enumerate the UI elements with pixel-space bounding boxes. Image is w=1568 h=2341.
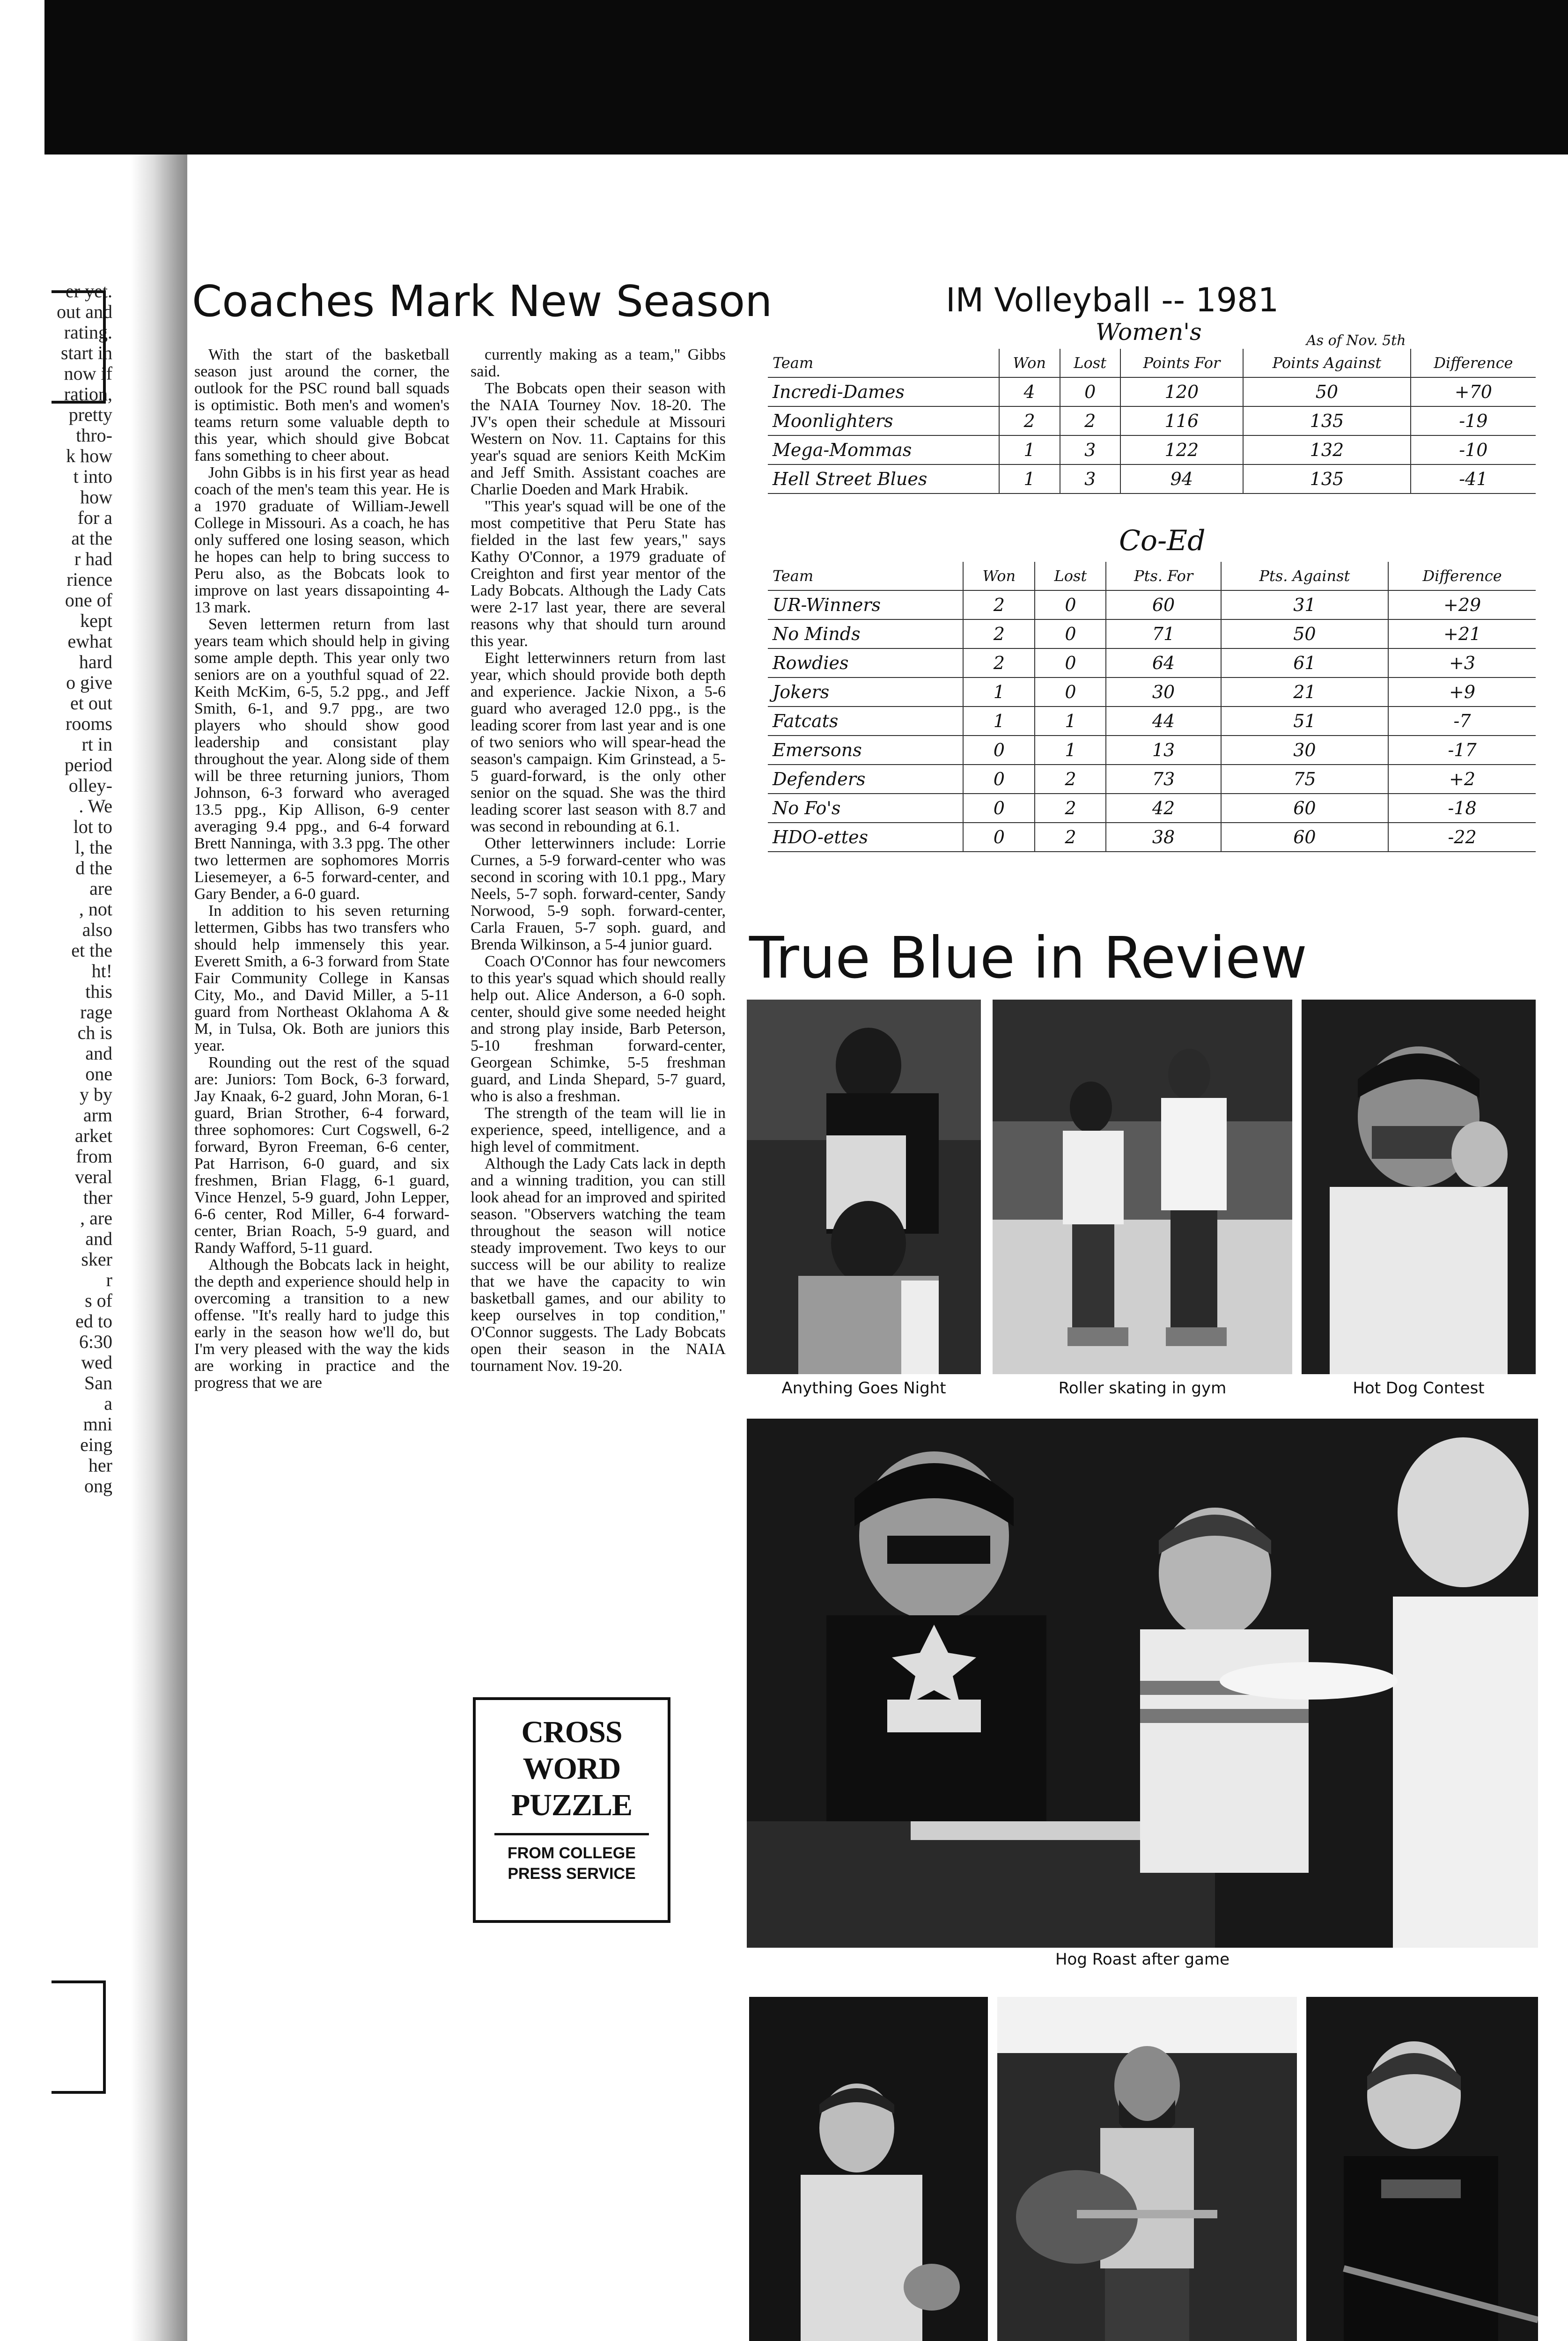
stat-cell: 31 bbox=[1221, 590, 1388, 619]
stat-cell: 4 bbox=[999, 377, 1060, 406]
caption-hot-dog: Hot Dog Contest bbox=[1353, 1379, 1485, 1398]
adjacent-text-line: 6:30 bbox=[79, 1332, 112, 1352]
stat-cell: +3 bbox=[1388, 648, 1536, 677]
table-row bbox=[768, 435, 1536, 464]
stat-cell: -41 bbox=[1411, 464, 1536, 493]
adjacent-text-line: o give bbox=[66, 672, 112, 693]
column-header: Points For bbox=[1120, 349, 1243, 377]
column-header: Won bbox=[999, 349, 1060, 377]
adjacent-text-line: for a bbox=[77, 508, 112, 528]
photo-image bbox=[749, 1997, 988, 2341]
stat-cell: -17 bbox=[1388, 736, 1536, 765]
stat-cell: 0 bbox=[1035, 619, 1106, 648]
article-column-2 bbox=[471, 346, 726, 1798]
stat-cell: 0 bbox=[963, 736, 1035, 765]
adjacent-text-line: olley- bbox=[68, 775, 112, 796]
stat-cell: 30 bbox=[1106, 677, 1221, 707]
adjacent-text-line: ch is bbox=[77, 1023, 112, 1043]
adjacent-text-line: et out bbox=[70, 693, 112, 714]
article-paragraph: With the start of the basketball season just around the corner, the outlook for the PSC round ball squads is optimistic. Both men's and women's teams return some valuable depth to this year, which should give Bobcat fans something to cheer about. bbox=[194, 346, 449, 464]
stat-cell: 44 bbox=[1106, 707, 1221, 736]
volleyball-title: IM Volleyball -- 1981 bbox=[946, 281, 1279, 319]
adjacent-text-line: veral bbox=[75, 1167, 112, 1187]
photo-tug-of-war bbox=[1306, 1997, 1538, 2341]
stat-cell: 50 bbox=[1243, 377, 1411, 406]
stat-cell: 0 bbox=[1035, 677, 1106, 707]
adjacent-text-line: arm bbox=[83, 1105, 112, 1126]
stat-cell: 1 bbox=[963, 707, 1035, 736]
photo-roller-skating bbox=[993, 1000, 1292, 1374]
stat-cell: 0 bbox=[963, 765, 1035, 794]
stat-cell: 1 bbox=[963, 677, 1035, 707]
table-row bbox=[768, 590, 1536, 619]
womens-label: Women's bbox=[1096, 318, 1202, 346]
adjacent-text-line: . We bbox=[79, 796, 112, 817]
article-paragraph: Although the Lady Cats lack in depth and a winning tradition, you can still look ahead for an improved and spirited season. "Observers watching the team throughout the season will notice steady improvement. Two keys to our success will be our ability to realize that we have the capacity to win basketball games, and our ability to keep ourselves in top condition," O'Connor suggests. The Lady Bobcats open their season in the NAIA tournament Nov. 19-20. bbox=[471, 1155, 726, 1375]
table-row bbox=[768, 794, 1536, 823]
stat-cell: 2 bbox=[1035, 765, 1106, 794]
adjacent-text-line: this bbox=[85, 981, 112, 1002]
stat-cell: 0 bbox=[1060, 377, 1120, 406]
adjacent-text-line: a bbox=[104, 1393, 112, 1414]
womens-note: As of Nov. 5th bbox=[1306, 332, 1406, 349]
team-name-cell: No Minds bbox=[768, 619, 963, 648]
crossword-source-line: PRESS SERVICE bbox=[508, 1865, 636, 1883]
adjacent-text-line: y by bbox=[80, 1084, 112, 1105]
stat-cell: 3 bbox=[1060, 464, 1120, 493]
stat-cell: 94 bbox=[1120, 464, 1243, 493]
stat-cell: -22 bbox=[1388, 823, 1536, 852]
column-header: Lost bbox=[1035, 562, 1106, 590]
adjacent-text-line: ed to bbox=[75, 1311, 112, 1332]
adjacent-text-line: start in bbox=[61, 343, 112, 363]
stat-cell: 60 bbox=[1106, 590, 1221, 619]
adjacent-text-line: from bbox=[76, 1146, 112, 1167]
adjacent-text-line: at the bbox=[71, 528, 112, 549]
stat-cell: 0 bbox=[963, 794, 1035, 823]
stat-cell: 61 bbox=[1221, 648, 1388, 677]
adjacent-text-line: now if bbox=[64, 363, 112, 384]
coed-standings-table bbox=[768, 562, 1536, 852]
adjacent-text-line: hard bbox=[79, 652, 112, 672]
photo-image bbox=[997, 1997, 1297, 2341]
adjacent-text-line: one bbox=[85, 1064, 112, 1084]
photo-image bbox=[1306, 1997, 1538, 2341]
article-paragraph: Rounding out the rest of the squad are: Juniors: Tom Bock, 6-3 forward, Jay Knaak, 6-2 guard, John Moran, 6-1 guard, Brian Strother, 6-4 forward, three sophomores: Curt Cogswell, 6-2 forward, Byron Freeman, 6-6 center, Pat Harrison, 6-0 guard, and six freshmen, Brian Flagg, 6-1 guard, Vince Henzel, 5-9 guard, John Lepper, 6-6 center, Rod Miller, 6-4 forward-center, Brian Roach, 5-9 guard, and Randy Wafford, 5-11 guard. bbox=[194, 1054, 449, 1257]
table-header-row bbox=[768, 562, 1536, 590]
article-paragraph: Other letterwinners include: Lorrie Curnes, a 5-9 forward-center who was second in scoring with 10.1 ppg., Mary Neels, 5-7 soph. forward-center, Sandy Norwood, 5-9 soph. forward-center, Carla Frauen, 5-7 soph. guard, and Brenda Wilkinson, a 5-4 junior guard. bbox=[471, 835, 726, 953]
coed-label: Co-Ed bbox=[1119, 524, 1206, 557]
article-paragraph: currently making as a team," Gibbs said. bbox=[471, 346, 726, 380]
team-name-cell: Jokers bbox=[768, 677, 963, 707]
photo-image bbox=[747, 1419, 1538, 1948]
stat-cell: 75 bbox=[1221, 765, 1388, 794]
team-name-cell: Defenders bbox=[768, 765, 963, 794]
adjacent-text-line: rt in bbox=[81, 734, 112, 755]
team-name-cell: Incredi-Dames bbox=[768, 377, 999, 406]
team-name-cell: Mega-Mommas bbox=[768, 435, 999, 464]
article-column-1 bbox=[194, 346, 449, 1676]
team-name-cell: UR-Winners bbox=[768, 590, 963, 619]
adjacent-text-line: one of bbox=[65, 590, 112, 611]
stat-cell: 135 bbox=[1243, 406, 1411, 435]
table-row bbox=[768, 406, 1536, 435]
column-header: Pts. Against bbox=[1221, 562, 1388, 590]
photo-image bbox=[993, 1000, 1292, 1374]
adjacent-text-line: how bbox=[80, 487, 112, 508]
stat-cell: 50 bbox=[1221, 619, 1388, 648]
photo-variety-night bbox=[997, 1997, 1297, 2341]
adjacent-text-line: rooms bbox=[66, 714, 112, 734]
crossword-source-line: FROM COLLEGE bbox=[508, 1844, 636, 1862]
table-header-row bbox=[768, 349, 1536, 377]
caption-roller-skating: Roller skating in gym bbox=[1058, 1379, 1227, 1398]
table-row bbox=[768, 823, 1536, 852]
adjacent-text-line: thro- bbox=[76, 425, 112, 446]
stat-cell: 2 bbox=[999, 406, 1060, 435]
article-paragraph: Although the Bobcats lack in height, the depth and experience should help in overcoming a transition to a new offense. "It's really hard to judge this early in the season how we'll do, but I'm very pleased with the way the kids are working in practice and the progress that we are bbox=[194, 1256, 449, 1391]
stat-cell: 2 bbox=[1035, 794, 1106, 823]
stat-cell: +21 bbox=[1388, 619, 1536, 648]
adjacent-text-line: d the bbox=[75, 858, 112, 878]
adjacent-text-line: also bbox=[82, 920, 112, 940]
table-row bbox=[768, 619, 1536, 648]
photo-anything-goes-night bbox=[747, 1000, 981, 1374]
stat-cell: 120 bbox=[1120, 377, 1243, 406]
team-name-cell: Emersons bbox=[768, 736, 963, 765]
team-name-cell: No Fo's bbox=[768, 794, 963, 823]
caption-hog-roast: Hog Roast after game bbox=[1055, 1950, 1230, 1969]
crossword-grid bbox=[370, 2060, 670, 2341]
adjacent-text-line: out and bbox=[57, 302, 112, 322]
adjacent-text-line: period bbox=[64, 755, 112, 775]
crossword-title-line: PUZZLE bbox=[511, 1788, 633, 1822]
bracket-bottom bbox=[52, 1980, 106, 2094]
stat-cell: 135 bbox=[1243, 464, 1411, 493]
adjacent-text-line: ther bbox=[83, 1187, 112, 1208]
stat-cell: +9 bbox=[1388, 677, 1536, 707]
article-paragraph: The strength of the team will lie in experience, speed, intelligence, and a high level of commitment. bbox=[471, 1104, 726, 1156]
stat-cell: 0 bbox=[1035, 648, 1106, 677]
stat-cell: 42 bbox=[1106, 794, 1221, 823]
page-gutter-shadow bbox=[131, 155, 187, 2341]
column-header: Team bbox=[768, 349, 999, 377]
crossword-title-divider bbox=[494, 1833, 649, 1835]
table-row bbox=[768, 736, 1536, 765]
stat-cell: 2 bbox=[1035, 823, 1106, 852]
column-header: Pts. For bbox=[1106, 562, 1221, 590]
table-row bbox=[768, 765, 1536, 794]
top-black-band bbox=[44, 0, 1568, 155]
stat-cell: 122 bbox=[1120, 435, 1243, 464]
article-paragraph: "This year's squad will be one of the most competitive that Peru State has fielded in the last few years," says Kathy O'Connor, a 1979 graduate of Creighton and first year mentor of the Lady Bobcats. Although the Lady Cats were 2-17 last year, there are several reasons why that should turn around this year. bbox=[471, 498, 726, 650]
article-headline: Coaches Mark New Season bbox=[192, 276, 773, 326]
stat-cell: 30 bbox=[1221, 736, 1388, 765]
article-paragraph: Eight letterwinners return from last year, which should provide both depth and experience. Jackie Nixon, a 5-6 guard who averaged 12.0 ppg., is the leading scorer from last year and is one of two seniors who will spear-head the season's campaign. Kim Grinstead, a 5-5 guard-forward, is the only other senior on the squad. She was the third leading scorer last season with 8.7 and was second in rebounding at 6.1. bbox=[471, 649, 726, 835]
stat-cell: 51 bbox=[1221, 707, 1388, 736]
stat-cell: -18 bbox=[1388, 794, 1536, 823]
stat-cell: 2 bbox=[963, 648, 1035, 677]
adjacent-text-line: rating. bbox=[64, 322, 112, 343]
stat-cell: 0 bbox=[963, 823, 1035, 852]
adjacent-text-line: mni bbox=[83, 1414, 112, 1435]
stat-cell: 71 bbox=[1106, 619, 1221, 648]
adjacent-text-line: lot to bbox=[73, 817, 112, 837]
adjacent-text-line: and bbox=[85, 1043, 112, 1064]
crossword-title-line: CROSS bbox=[521, 1715, 622, 1749]
adjacent-text-line: l, the bbox=[75, 837, 112, 858]
adjacent-text-line: eing bbox=[80, 1435, 112, 1455]
adjacent-text-line: rage bbox=[80, 1002, 112, 1023]
adjacent-text-line: are bbox=[89, 878, 112, 899]
adjacent-text-line: and bbox=[85, 1229, 112, 1249]
stat-cell: 1 bbox=[1035, 707, 1106, 736]
stat-cell: 1 bbox=[999, 464, 1060, 493]
stat-cell: 64 bbox=[1106, 648, 1221, 677]
adjacent-text-line: ong bbox=[84, 1476, 112, 1496]
stat-cell: 21 bbox=[1221, 677, 1388, 707]
stat-cell: +29 bbox=[1388, 590, 1536, 619]
adjacent-text-line: ht! bbox=[91, 961, 112, 981]
stat-cell: -19 bbox=[1411, 406, 1536, 435]
adjacent-text-line: ewhat bbox=[67, 631, 112, 652]
article-paragraph: The Bobcats open their season with the NAIA Tourney Nov. 18-20. The JV's open their schedule at Missouri Western on Nov. 11. Captains for this year's squad are seniors Keith McKim and Jeff Smith. Assistant coaches are Charlie Doeden and Mark Hrabik. bbox=[471, 380, 726, 498]
adjacent-text-line: her bbox=[88, 1455, 112, 1476]
photo-cow-chip-throw bbox=[749, 1997, 988, 2341]
stat-cell: 38 bbox=[1106, 823, 1221, 852]
article-paragraph: John Gibbs is in his first year as head coach of the men's team this year. He is a 1970 graduate of William-Jewell College in Missouri. As a coach, he has only suffered one losing season, which he hopes can help to bring success to Peru also, as the Bobcats look to improve on last years dissapointing 4-13 mark. bbox=[194, 464, 449, 616]
table-row bbox=[768, 648, 1536, 677]
adjacent-text-line: wed bbox=[81, 1352, 112, 1373]
stat-cell: 60 bbox=[1221, 794, 1388, 823]
crossword-title-line: WORD bbox=[523, 1752, 621, 1786]
stat-cell: 0 bbox=[1035, 590, 1106, 619]
stat-cell: 116 bbox=[1120, 406, 1243, 435]
adjacent-text-line: pretty bbox=[68, 405, 112, 425]
stat-cell: 60 bbox=[1221, 823, 1388, 852]
table-row bbox=[768, 377, 1536, 406]
photo-hot-dog-contest bbox=[1302, 1000, 1536, 1374]
team-name-cell: Fatcats bbox=[768, 707, 963, 736]
caption-anything-goes: Anything Goes Night bbox=[781, 1379, 946, 1398]
crossword-title-box bbox=[473, 1697, 670, 1923]
table-row bbox=[768, 707, 1536, 736]
adjacent-text-line: San bbox=[84, 1373, 112, 1393]
stat-cell: 2 bbox=[963, 590, 1035, 619]
stat-cell: -10 bbox=[1411, 435, 1536, 464]
table-row bbox=[768, 464, 1536, 493]
article-paragraph: Seven lettermen return from last years team which should help in giving some ample depth. This year only two seniors are on a youthful squad of 22. Keith McKim, 6-5, 5.2 ppg., and Jeff Smith, 6-1, and 9.7 ppg., are two players who should show good leadership and consistant play throughout the year. Along side of them will be three returning juniors, Thom Johnson, 6-3 forward who averaged 13.5 ppg., Kip Allison, 6-9 center averaging 9.4 ppg., and 6-4 forward Brett Nanninga, with 3.3 ppg. The other two lettermen are sophomores Morris Liesemeyer, a 6-5 forward-center, and Gary Bender, a 6-0 guard. bbox=[194, 616, 449, 903]
photo-image bbox=[747, 1000, 981, 1374]
bracket-top bbox=[52, 290, 106, 404]
photo-hog-roast bbox=[747, 1419, 1538, 1948]
column-header: Points Against bbox=[1243, 349, 1411, 377]
team-name-cell: Hell Street Blues bbox=[768, 464, 999, 493]
stat-cell: -7 bbox=[1388, 707, 1536, 736]
stat-cell: 2 bbox=[963, 619, 1035, 648]
adjacent-text-line: k how bbox=[66, 446, 112, 466]
column-header: Lost bbox=[1060, 349, 1120, 377]
adjacent-text-line: arket bbox=[75, 1126, 112, 1146]
adjacent-text-line: , are bbox=[80, 1208, 112, 1229]
article-paragraph: Coach O'Connor has four newcomers to this year's squad which should really help out. Alice Anderson, a 6-0 soph. center, should give some needed height and strong play inside, Barb Peterson, 5-10 freshman forward-center, Georgean Schimke, 5-5 freshman guard, and Linda Shepard, 5-7 guard, who is also a freshman. bbox=[471, 953, 726, 1105]
review-title: True Blue in Review bbox=[749, 925, 1307, 991]
team-name-cell: Moonlighters bbox=[768, 406, 999, 435]
stat-cell: 13 bbox=[1106, 736, 1221, 765]
table-row bbox=[768, 677, 1536, 707]
photo-image bbox=[1302, 1000, 1536, 1374]
stat-cell: 1 bbox=[1035, 736, 1106, 765]
stat-cell: +2 bbox=[1388, 765, 1536, 794]
adjacent-text-line: t into bbox=[73, 466, 112, 487]
column-header: Difference bbox=[1388, 562, 1536, 590]
adjacent-text-line: r bbox=[106, 1270, 112, 1290]
adjacent-text-line: kept bbox=[80, 611, 112, 631]
adjacent-text-line: sker bbox=[81, 1249, 112, 1270]
adjacent-page-column bbox=[0, 281, 112, 1496]
stat-cell: 3 bbox=[1060, 435, 1120, 464]
adjacent-text-line: s of bbox=[85, 1290, 112, 1311]
adjacent-text-line: er yet. bbox=[66, 281, 112, 302]
column-header: Won bbox=[963, 562, 1035, 590]
adjacent-text-line: , not bbox=[79, 899, 112, 920]
adjacent-text-line: r had bbox=[74, 549, 112, 569]
stat-cell: +70 bbox=[1411, 377, 1536, 406]
adjacent-text-line: rience bbox=[66, 569, 112, 590]
stat-cell: 2 bbox=[1060, 406, 1120, 435]
adjacent-text-line: ration, bbox=[64, 384, 112, 405]
column-header: Difference bbox=[1411, 349, 1536, 377]
article-paragraph: In addition to his seven returning lettermen, Gibbs has two transfers who should help immensely this year. Everett Smith, a 6-3 forward from State Fair Community College in Kansas City, Mo., and David Miller, a 5-11 guard from Northeast Oklahoma A & M, in Tulsa, Ok. Both are juniors this year. bbox=[194, 902, 449, 1054]
womens-standings-table bbox=[768, 349, 1536, 494]
stat-cell: 73 bbox=[1106, 765, 1221, 794]
team-name-cell: Rowdies bbox=[768, 648, 963, 677]
stat-cell: 1 bbox=[999, 435, 1060, 464]
column-header: Team bbox=[768, 562, 963, 590]
adjacent-text-line: et the bbox=[71, 940, 112, 961]
stat-cell: 132 bbox=[1243, 435, 1411, 464]
team-name-cell: HDO-ettes bbox=[768, 823, 963, 852]
